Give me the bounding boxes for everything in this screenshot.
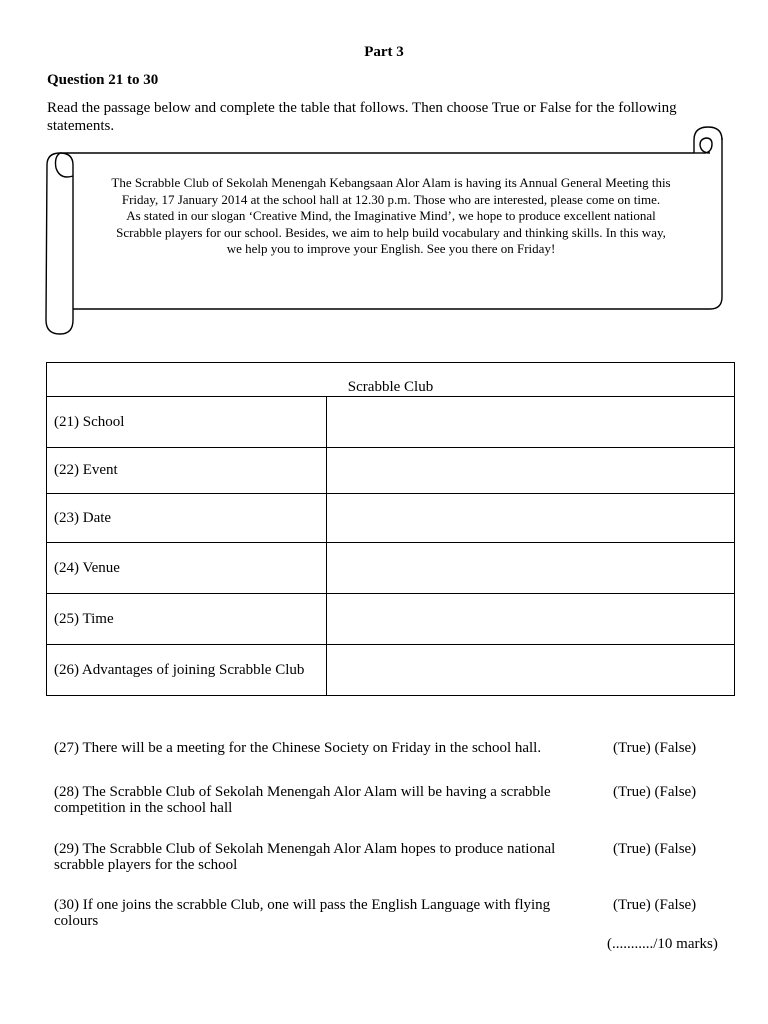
passage [110, 175, 672, 258]
true-false-options-30[interactable]: (True) (False) [613, 897, 697, 913]
table-row [47, 543, 735, 594]
answer-cell-venue[interactable] [327, 543, 735, 594]
answer-cell-advantages[interactable] [327, 645, 735, 696]
table-row [47, 448, 735, 494]
answer-cell-school[interactable] [327, 397, 735, 448]
statement-27: (27) There will be a meeting for the Chinese Society on Friday in the school hall. [54, 740, 542, 756]
row-label-advantages: (26) Advantages of joining Scrabble Club [47, 645, 327, 696]
answer-cell-date[interactable] [327, 494, 735, 543]
passage-paragraph-2: As stated in our slogan ‘Creative Mind, the Imaginative Mind’, we hope to produce excellent national Scrabble players for our school. Besides, we aim to help build vocabulary and thinking skills. In this way, we help you to improve your English. See you there on Friday! [116, 208, 666, 256]
row-label-school: (21) School [47, 397, 327, 448]
answer-cell-event[interactable] [327, 448, 735, 494]
row-label-event: (22) Event [47, 448, 327, 494]
table-row [47, 594, 735, 645]
statement-28: (28) The Scrabble Club of Sekolah Menengah Alor Alam will be having a scrabble competition in the school hall [54, 784, 551, 816]
answer-cell-time[interactable] [327, 594, 735, 645]
true-false-options-27[interactable]: (True) (False) [613, 740, 697, 756]
row-label-time: (25) Time [47, 594, 327, 645]
question-heading: Question 21 to 30 [47, 72, 159, 88]
scrabble-club-table [46, 362, 735, 696]
statement-30: (30) If one joins the scrabble Club, one will pass the English Language with flying colours [54, 897, 551, 929]
scroll-banner-icon [0, 0, 768, 345]
true-false-options-29[interactable]: (True) (False) [613, 841, 697, 857]
marks-total: (.........../10 marks) [607, 936, 718, 952]
table-row [47, 494, 735, 543]
row-label-venue: (24) Venue [47, 543, 327, 594]
true-false-options-28[interactable]: (True) (False) [613, 784, 697, 800]
table-header: Scrabble Club [47, 363, 735, 397]
statement-29: (29) The Scrabble Club of Sekolah Menengah Alor Alam hopes to produce national scrabble players for the school [54, 841, 556, 873]
part-title: Part 3 [364, 44, 404, 60]
table-row [47, 645, 735, 696]
table-row [47, 397, 735, 448]
table-header-row [47, 363, 735, 397]
instructions: Read the passage below and complete the table that follows. Then choose True or False for the following statements. [47, 100, 677, 134]
passage-paragraph-1: The Scrabble Club of Sekolah Menengah Kebangsaan Alor Alam is having its Annual General Meeting this Friday, 17 January 2014 at the school hall at 12.30 p.m. Those who are interested, please come on time. [111, 175, 671, 207]
row-label-date: (23) Date [47, 494, 327, 543]
